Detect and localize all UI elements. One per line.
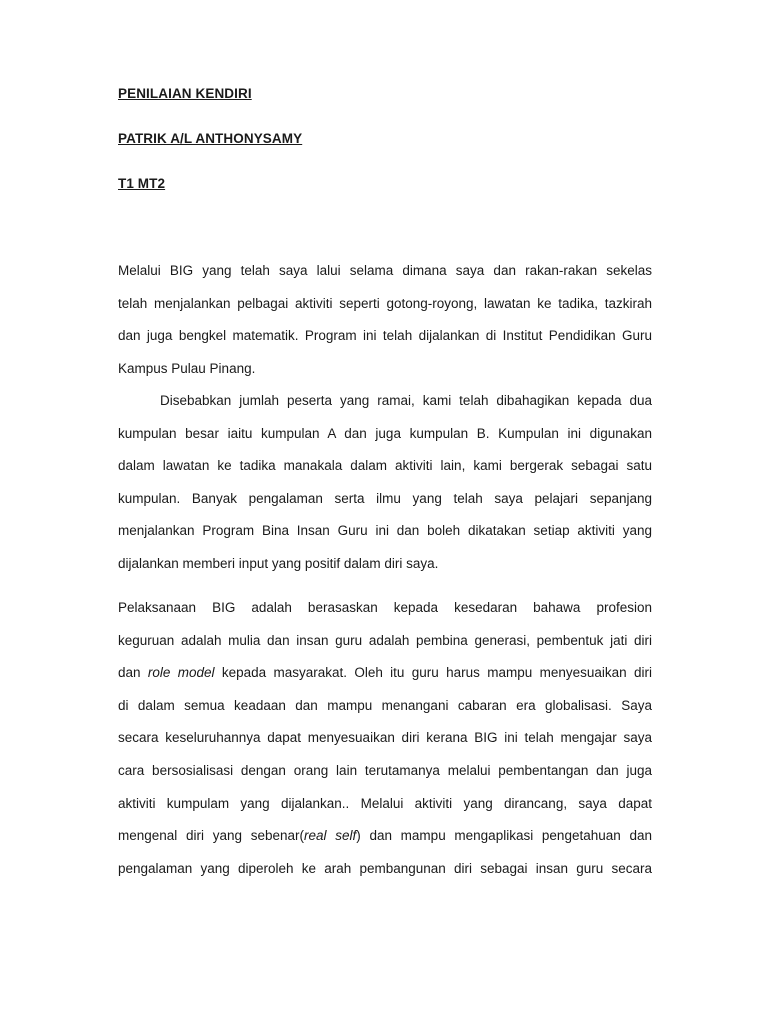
paragraph-line: dijalankan memberi input yang positif dalam diri saya.: [118, 555, 439, 571]
paragraph-1: [118, 255, 652, 385]
text-segment: mengenal diri yang sebenar(: [118, 828, 304, 844]
class-code: T1 MT2: [118, 176, 166, 191]
italic-term: real self: [304, 828, 357, 844]
paragraph-2: [118, 385, 652, 581]
text-segment: kepada masyarakat. Oleh itu guru harus mampu menyesuaikan diri: [214, 665, 652, 681]
text-segment: dan: [118, 665, 148, 681]
paragraph-line: aktiviti kumpulam yang dijalankan.. Melalui aktiviti yang dirancang, saya dapat: [118, 795, 652, 811]
paragraph-line: pengalaman yang diperoleh ke arah pembangunan diri sebagai insan guru secara: [118, 860, 652, 876]
paragraph-line: Melalui BIG yang telah saya lalui selama dimana saya dan rakan-rakan sekelas: [118, 263, 652, 278]
paragraph-line: kumpulan. Banyak pengalaman serta ilmu yang telah saya pelajari sepanjang: [118, 490, 652, 506]
document-title: PENILAIAN KENDIRI: [118, 86, 252, 101]
author-name: PATRIK A/L ANTHONYSAMY: [118, 131, 303, 146]
paragraph-line: dan juga bengkel matematik. Program ini telah dijalankan di Institut Pendidikan Guru: [118, 328, 652, 344]
paragraph-3: [118, 592, 652, 885]
paragraph-line: kumpulan besar iaitu kumpulan A dan juga kumpulan B. Kumpulan ini digunakan: [118, 425, 652, 441]
paragraph-line: Pelaksanaan BIG adalah berasaskan kepada kesedaran bahawa profesion: [118, 600, 652, 615]
paragraph-line: [118, 820, 652, 853]
italic-term: role model: [147, 665, 215, 681]
paragraph-line: Kampus Pulau Pinang.: [118, 360, 256, 376]
paragraph-line: Disebabkan jumlah peserta yang ramai, kami telah dibahagikan kepada dua: [160, 393, 652, 408]
paragraph-line: menjalankan Program Bina Insan Guru ini dan boleh dikatakan setiap aktiviti yang: [118, 523, 652, 539]
text-segment: ) dan mampu mengaplikasi pengetahuan dan: [356, 828, 652, 844]
paragraph-line: cara bersosialisasi dengan orang lain terutamanya melalui pembentangan dan juga: [118, 762, 652, 778]
paragraph-line: keguruan adalah mulia dan insan guru adalah pembina generasi, pembentuk jati diri: [118, 632, 652, 648]
paragraph-line: telah menjalankan pelbagai aktiviti seperti gotong-royong, lawatan ke tadika, tazkirah: [118, 295, 652, 311]
paragraph-line: secara keseluruhannya dapat menyesuaikan diri kerana BIG ini telah mengajar saya: [118, 730, 652, 746]
paragraph-line: [118, 657, 652, 690]
paragraph-line: dalam lawatan ke tadika manakala dalam aktiviti lain, kami bergerak sebagai satu: [118, 458, 652, 474]
paragraph-line: di dalam semua keadaan dan mampu menangani cabaran era globalisasi. Saya: [118, 697, 652, 713]
